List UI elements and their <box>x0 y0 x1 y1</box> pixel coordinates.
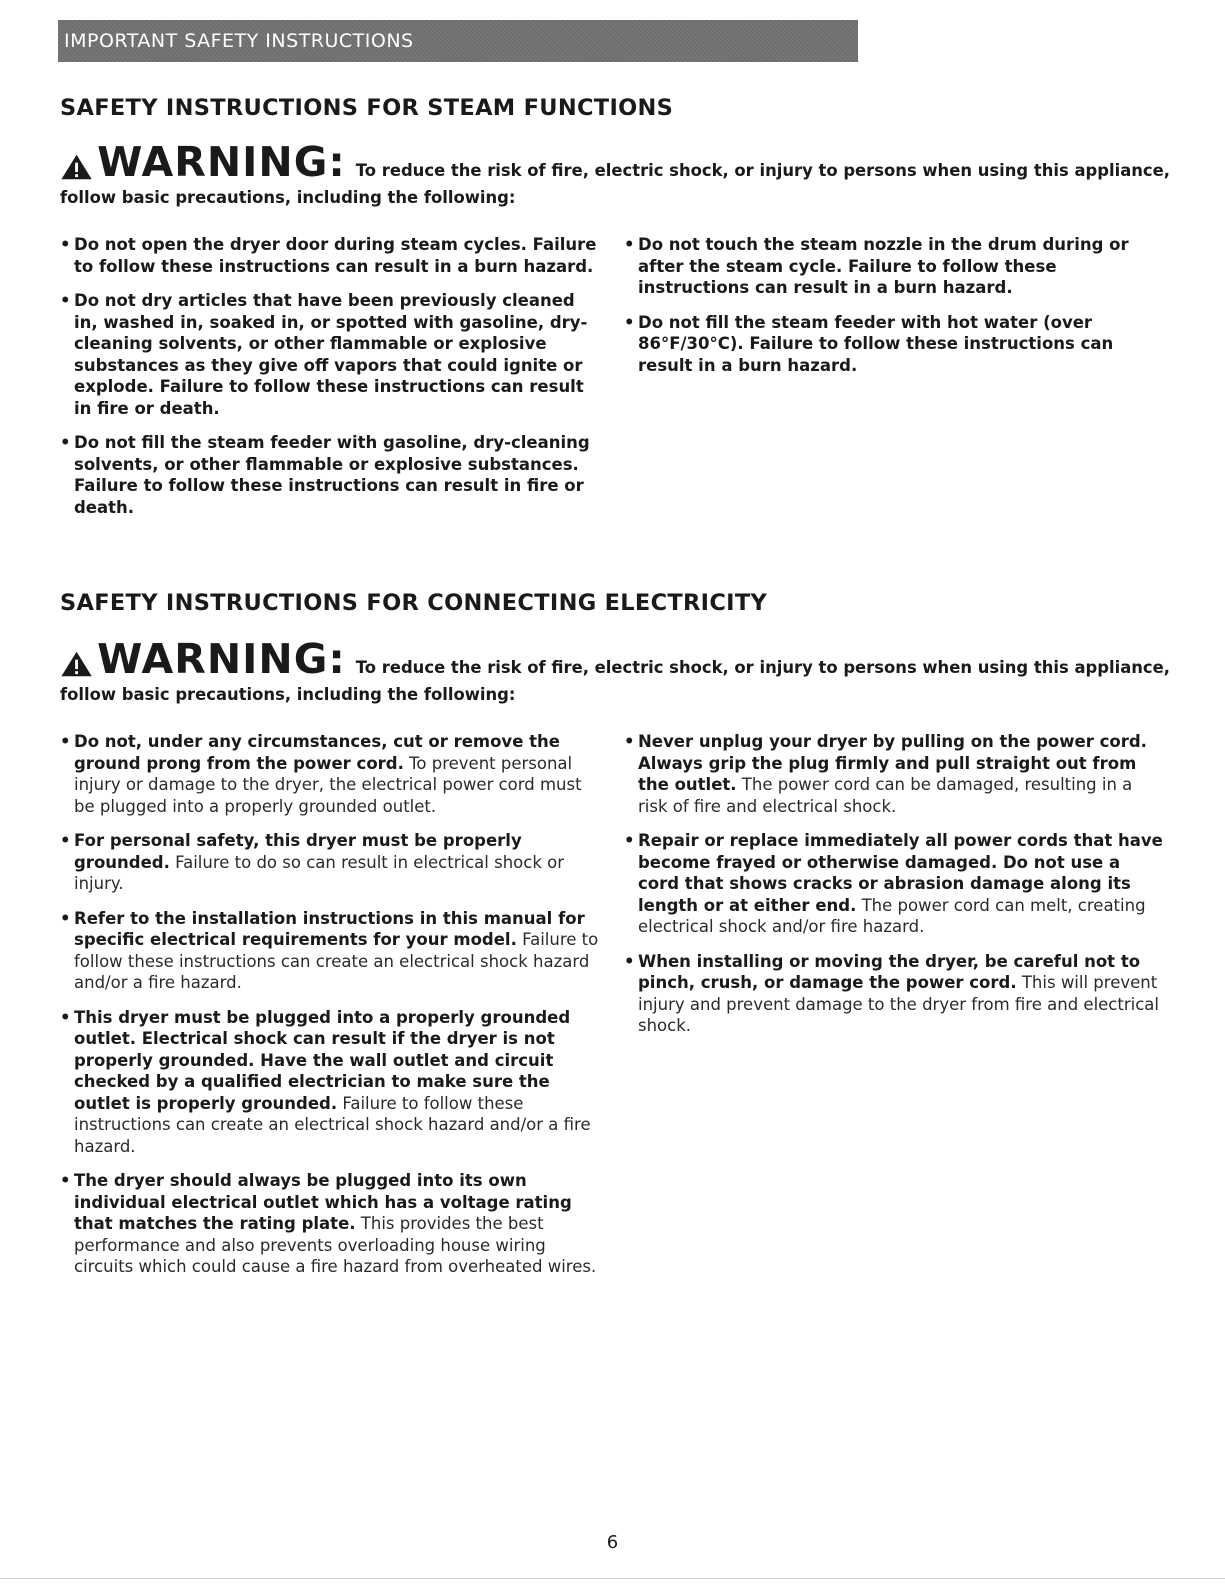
list-item <box>60 908 600 994</box>
item-bold-text: For personal safety, this dryer must be properly grounded. <box>74 831 522 872</box>
bullet-point: • <box>60 908 71 928</box>
list-item <box>624 951 1164 1037</box>
steam-warning <box>60 138 1170 207</box>
item-normal-text: The power cord can be damaged, resulting in a risk of fire and electrical shock. <box>638 775 1133 816</box>
item-normal-text: Failure to follow these instructions can create an electrical shock hazard and/or a fire hazard. <box>74 1093 591 1156</box>
list-item <box>624 830 1164 938</box>
list-item <box>60 830 600 895</box>
item-bold-text: Refer to the installation instructions in this manual for specific electrical requirements for your model. <box>74 908 585 949</box>
steam-section-title: SAFETY INSTRUCTIONS FOR STEAM FUNCTIONS <box>60 95 674 121</box>
item-normal-text: This provides the best performance and also prevents overloading house wiring circuits which could cause a fire hazard from overheated wires. <box>74 1214 597 1276</box>
steam-right-column <box>624 234 1164 389</box>
bullet-point: • <box>624 831 635 850</box>
list-item <box>60 731 600 817</box>
item-normal-text: This will prevent injury and prevent damage to the dryer from fire and electrical shock. <box>638 973 1159 1035</box>
bullet-point: • <box>60 433 71 452</box>
item-bold-text: Do not touch the steam nozzle in the drum during or after the steam cycle. Failure to follow these instructions can result in a burn hazard. <box>638 235 1129 297</box>
list-item <box>60 1170 600 1278</box>
warning-continuation: follow basic precautions, including the following: <box>60 685 516 704</box>
item-bold-text: Do not fill the steam feeder with gasoline, dry-cleaning solvents, or other flammable or explosive substances. Failure to follow these instructions can result in fire or death. <box>74 433 590 517</box>
bullet-point: • <box>60 291 71 310</box>
list-item <box>624 312 1164 377</box>
item-bold-text: The dryer should always be plugged into its own individual electrical outlet which has a voltage rating that matches the rating plate. <box>74 1171 572 1233</box>
item-normal-text: To prevent personal injury or damage to the dryer, the electrical power cord must be plugged into a properly grounded outlet. <box>74 753 582 816</box>
electric-right-column <box>624 731 1164 1050</box>
electric-left-column <box>60 731 600 1291</box>
bottom-rule <box>0 1578 1225 1579</box>
electric-section-title: SAFETY INSTRUCTIONS FOR CONNECTING ELECTRICITY <box>60 590 768 616</box>
list-item <box>60 432 600 518</box>
item-bold-text: Do not fill the steam feeder with hot water (over 86°F/30°C). Failure to follow these instructions can result in a burn hazard. <box>638 312 1114 375</box>
warning-word: WARNING: <box>97 635 346 683</box>
item-bold-text: When installing or moving the dryer, be careful not to pinch, crush, or damage the power cord. <box>638 951 1141 992</box>
item-bold-text: This dryer must be plugged into a properly grounded outlet. Electrical shock can result if the dryer is not properly grounded. Have the wall outlet and circuit checked by a qualified electrician to make sure the outlet is properly grounded. <box>74 1007 571 1113</box>
warning-word: WARNING: <box>97 138 346 186</box>
bullet-point: • <box>624 732 635 751</box>
list-item <box>624 731 1164 817</box>
item-bold-text: Do not dry articles that have been previously cleaned in, washed in, soaked in, or spotted with gasoline, dry-cleaning solvents, or other flammable or explosive substances as they give off vapors that could ignite or explode. Failure to follow these instructions can result in fire or death. <box>74 291 588 418</box>
list-item <box>60 290 600 419</box>
warning-text: To reduce the risk of fire, electric shock, or injury to persons when using this appliance, <box>355 161 1170 180</box>
bullet-point: • <box>624 235 635 254</box>
bullet-point: • <box>60 1171 71 1190</box>
bullet-point: • <box>624 951 635 971</box>
list-item <box>60 234 600 277</box>
bullet-point: • <box>60 732 71 751</box>
item-normal-text: Failure to do so can result in electrical shock or injury. <box>74 852 564 893</box>
warning-continuation: follow basic precautions, including the following: <box>60 188 516 207</box>
bullet-point: • <box>60 235 71 254</box>
item-normal-text: The power cord can melt, creating electrical shock and/or fire hazard. <box>638 895 1146 936</box>
item-bold-text: Do not open the dryer door during steam cycles. Failure to follow these instructions can result in a burn hazard. <box>74 235 597 276</box>
item-normal-text: Failure to follow these instructions can create an electrical shock hazard and/or a fire hazard. <box>74 930 599 992</box>
banner-title: IMPORTANT SAFETY INSTRUCTIONS <box>64 30 414 52</box>
steam-left-column <box>60 234 600 531</box>
item-bold-text: Do not, under any circumstances, cut or remove the ground prong from the power cord. <box>74 732 560 773</box>
section-banner <box>58 20 858 62</box>
electric-warning <box>60 635 1170 704</box>
warning-text: To reduce the risk of fire, electric shock, or injury to persons when using this appliance, <box>355 658 1170 677</box>
item-bold-text: Repair or replace immediately all power cords that have become frayed or otherwise damaged. Do not use a cord that shows cracks or abrasion damage along its length or at either end. <box>638 831 1163 915</box>
item-bold-text: Never unplug your dryer by pulling on the power cord. Always grip the plug firmly and pull straight out from the outlet. <box>638 732 1147 794</box>
warning-triangle-icon <box>60 645 93 683</box>
list-item <box>624 234 1164 299</box>
list-item <box>60 1007 600 1158</box>
bullet-point: • <box>624 312 635 332</box>
bullet-point: • <box>60 831 71 850</box>
warning-triangle-icon <box>60 148 93 186</box>
page-number: 6 <box>606 1532 619 1553</box>
bullet-point: • <box>60 1007 71 1027</box>
